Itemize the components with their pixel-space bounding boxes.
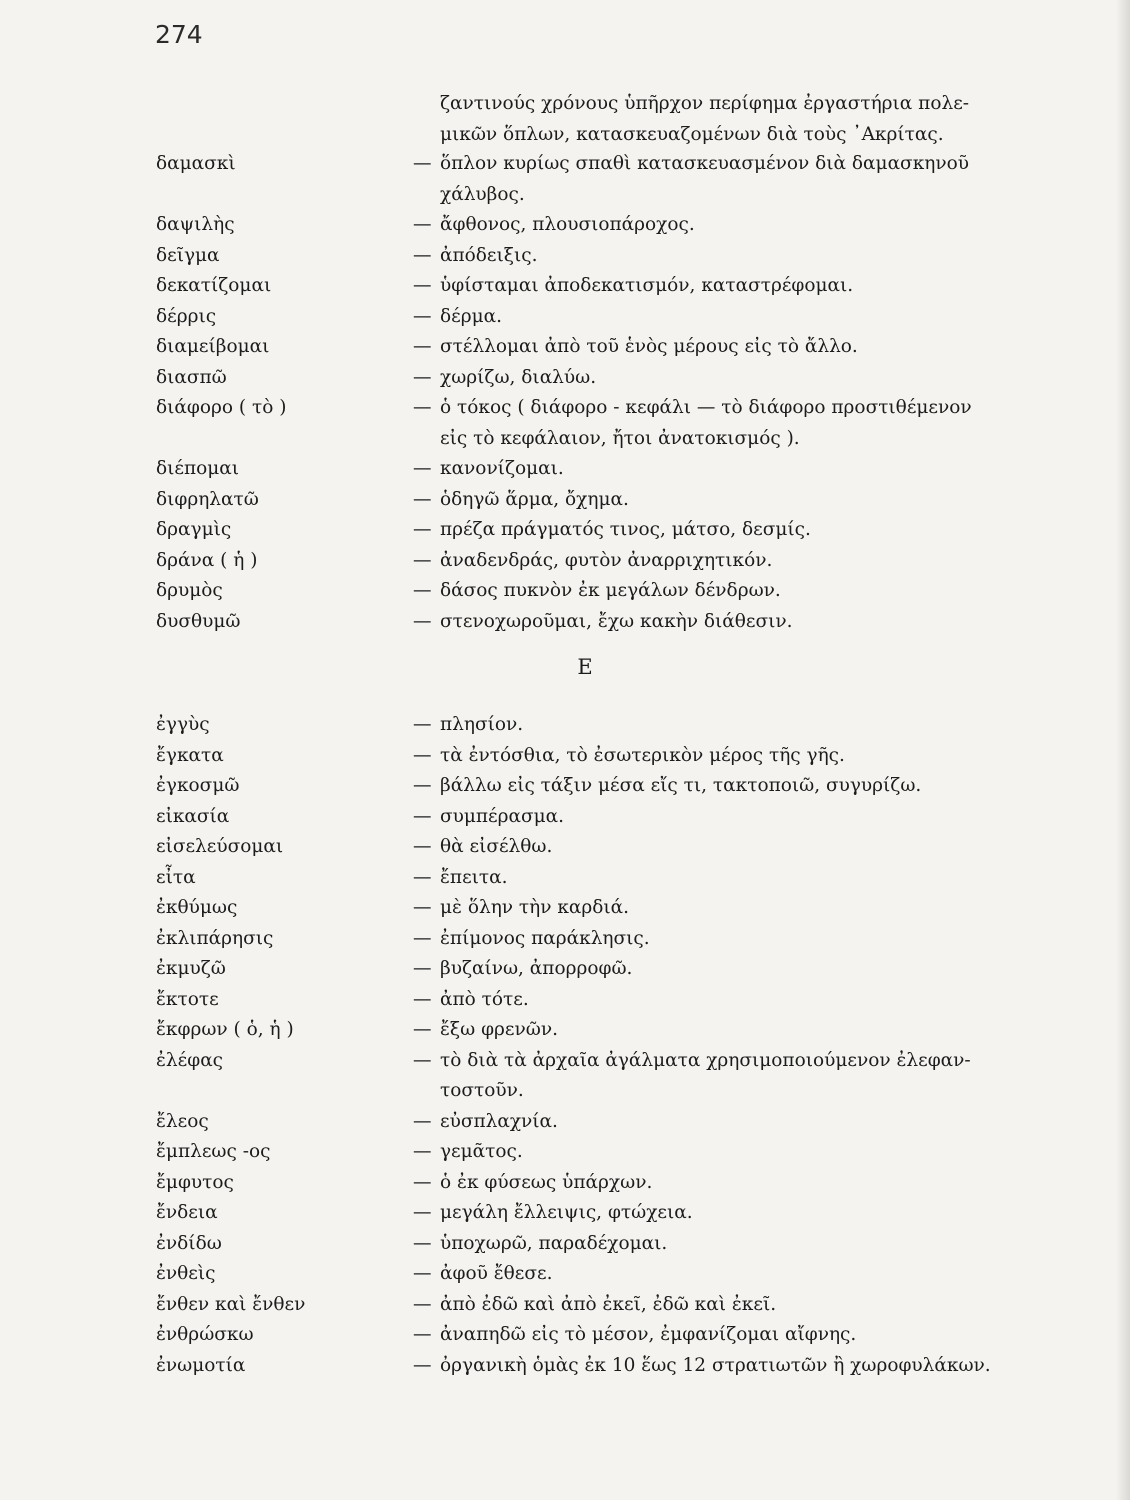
em-dash: — — [413, 927, 432, 949]
entry-definition — [413, 576, 1038, 607]
intro-line: μικῶν ὅπλων, κατασκευαζομένων διὰ τοὺς ᾿Ακρίτας. — [440, 123, 944, 145]
glossary-entry — [0, 393, 1130, 454]
entry-term: ἔμφυτος — [156, 1171, 234, 1193]
glossary-entry — [0, 1137, 1130, 1168]
entry-definition — [413, 332, 1038, 363]
em-dash: — — [413, 244, 432, 266]
definition-continuation: εἰς τὸ κεφάλαιον, ἤτοι ἀνατοκισμός ). — [440, 427, 800, 449]
em-dash: — — [413, 336, 432, 357]
definition-text: ἔξω φρενῶν. — [440, 1019, 558, 1040]
entry-definition — [413, 363, 1038, 394]
entry-term: ἐνδίδω — [156, 1232, 222, 1254]
entry-term: διάφορο ( τὸ ) — [156, 397, 287, 418]
page-edge-shadow — [1116, 0, 1130, 1500]
entry-definition — [413, 1259, 1038, 1290]
entry-term: ἔκφρων ( ὁ, ἡ ) — [156, 1019, 294, 1040]
entry-term: ἔνθεν καὶ ἔνθεν — [156, 1293, 306, 1315]
glossary-entry — [0, 576, 1130, 607]
definition-text: ἀφοῦ ἔθεσε. — [440, 1263, 553, 1284]
definition-text: βάλλω εἰς τάξιν μέσα εἴς τι, τακτοποιῶ, συγυρίζω. — [440, 775, 922, 796]
glossary-entry — [0, 741, 1130, 772]
definition-text: ἀναπηδῶ εἰς τὸ μέσον, ἐμφανίζομαι αἴφνης. — [440, 1324, 857, 1345]
em-dash: — — [413, 153, 432, 174]
em-dash: — — [413, 305, 432, 327]
em-dash: — — [413, 1324, 432, 1345]
entry-definition — [413, 1168, 1038, 1199]
glossary-entry — [0, 1015, 1130, 1046]
definition-continuation: χάλυβος. — [440, 183, 525, 205]
definition-text: δέρμα. — [440, 305, 502, 327]
entry-term: δαψιλὴς — [156, 214, 235, 235]
glossary-entry — [0, 515, 1130, 546]
entries-delta — [0, 149, 1130, 637]
glossary-entry — [0, 241, 1130, 272]
entry-definition — [413, 485, 1038, 516]
definition-text: δάσος πυκνὸν ἐκ μεγάλων δένδρων. — [440, 580, 781, 601]
entry-term: ἐλέφας — [156, 1049, 224, 1071]
glossary-entry — [0, 1046, 1130, 1107]
definition-text: ἔπειτα. — [440, 866, 508, 888]
definition-text: συμπέρασμα. — [440, 805, 565, 827]
em-dash: — — [413, 1019, 432, 1040]
glossary-entry — [0, 607, 1130, 638]
entry-definition — [413, 393, 1038, 454]
entry-definition — [413, 607, 1038, 638]
em-dash: — — [413, 866, 432, 888]
definition-text: μὲ ὅλην τὴν καρδιά. — [440, 897, 630, 918]
em-dash: — — [413, 1202, 432, 1223]
entry-term: ἐγγὺς — [156, 714, 210, 735]
definition-text: ὑποχωρῶ, παραδέχομαι. — [440, 1232, 668, 1254]
em-dash: — — [413, 744, 432, 766]
em-dash: — — [413, 1110, 432, 1132]
definition-text: ὀργανικὴ ὁμὰς ἐκ 10 ἕως 12 στρατιωτῶν ἢ χωροφυλάκων. — [440, 1354, 991, 1376]
entry-term: διασπῶ — [156, 366, 227, 388]
em-dash: — — [413, 214, 432, 235]
entry-definition — [413, 1015, 1038, 1046]
entry-term: ἐκλιπάρησις — [156, 927, 274, 949]
entry-term: ἔμπλεως -ος — [156, 1141, 271, 1162]
entry-definition — [413, 863, 1038, 894]
glossary-entry — [0, 1320, 1130, 1351]
entry-definition — [413, 149, 1038, 210]
em-dash: — — [413, 775, 432, 796]
entry-term: ἔκτοτε — [156, 988, 219, 1010]
glossary-entry — [0, 893, 1130, 924]
entry-definition — [413, 802, 1038, 833]
glossary-entry — [0, 1107, 1130, 1138]
intro-line: ζαντινούς χρόνους ὑπῆρχον περίφημα ἐργαστήρια πολε- — [440, 93, 970, 114]
entry-definition — [413, 302, 1038, 333]
entry-definition — [413, 1320, 1038, 1351]
definition-text: στενοχωροῦμαι, ἔχω κακὴν διάθεσιν. — [440, 610, 793, 632]
definition-text: ὅπλον κυρίως σπαθὶ κατασκευασμένον διὰ δαμασκηνοῦ — [440, 153, 969, 174]
definition-text: πρέζα πράγματός τινος, μάτσο, δεσμίς. — [440, 519, 811, 540]
em-dash: — — [413, 805, 432, 827]
entry-term: δραγμὶς — [156, 519, 232, 540]
entry-term: δαμασκὶ — [156, 153, 236, 174]
em-dash: — — [413, 714, 432, 735]
entry-term: δεκατίζομαι — [156, 275, 272, 296]
em-dash: — — [413, 897, 432, 918]
glossary-entry — [0, 954, 1130, 985]
entry-term: ἔλεος — [156, 1110, 209, 1132]
definition-text: ἀπόδειξις. — [440, 244, 538, 266]
definition-text: θὰ εἰσέλθω. — [440, 836, 553, 857]
entry-definition — [413, 1107, 1038, 1138]
em-dash: — — [413, 580, 432, 601]
glossary-entry — [0, 546, 1130, 577]
entry-definition — [413, 741, 1038, 772]
entry-term: διέπομαι — [156, 458, 240, 479]
entry-term: δράνα ( ἡ ) — [156, 549, 258, 571]
definition-text: ἄφθονος, πλουσιοπάροχος. — [440, 214, 695, 235]
definition-text: ὁ τόκος ( διάφορο - κεφάλι — τὸ διάφορο προστιθέμενον — [440, 397, 972, 418]
definition-text: ἐπίμονος παράκλησις. — [440, 927, 650, 949]
glossary-entry — [0, 210, 1130, 241]
definition-text: ὁ ἐκ φύσεως ὑπάρχων. — [440, 1171, 653, 1193]
entry-term: διφρηλατῶ — [156, 488, 259, 510]
section-letter: Ε — [577, 655, 593, 679]
glossary-entry — [0, 771, 1130, 802]
glossary-entry — [0, 1168, 1130, 1199]
entry-definition — [413, 454, 1038, 485]
entry-term: δυσθυμῶ — [156, 610, 241, 632]
entry-term: δρυμὸς — [156, 580, 223, 601]
glossary-entry — [0, 149, 1130, 210]
glossary-entry — [0, 985, 1130, 1016]
em-dash: — — [413, 366, 432, 388]
em-dash: — — [413, 275, 432, 296]
definition-text: ἀπὸ ἐδῶ καὶ ἀπὸ ἐκεῖ, ἐδῶ καὶ ἐκεῖ. — [440, 1293, 777, 1315]
entry-term: ἔνδεια — [156, 1202, 218, 1223]
em-dash: — — [413, 958, 432, 979]
glossary-entry — [0, 271, 1130, 302]
glossary-entry — [0, 1229, 1130, 1260]
em-dash: — — [413, 610, 432, 632]
glossary-entry — [0, 710, 1130, 741]
entry-definition — [413, 241, 1038, 272]
glossary-entry — [0, 924, 1130, 955]
entry-definition — [413, 271, 1038, 302]
entry-term: ἐγκοσμῶ — [156, 775, 240, 796]
entry-definition — [413, 985, 1038, 1016]
glossary-entry — [0, 485, 1130, 516]
entry-term: ἐνωμοτία — [156, 1354, 246, 1376]
em-dash: — — [413, 519, 432, 540]
em-dash: — — [413, 1263, 432, 1284]
definition-text: εὐσπλαχνία. — [440, 1110, 558, 1132]
glossary-entry — [0, 1290, 1130, 1321]
definition-text: πλησίον. — [440, 714, 524, 735]
definition-text: κανονίζομαι. — [440, 458, 564, 479]
definition-text: μεγάλη ἔλλειψις, φτώχεια. — [440, 1202, 693, 1223]
entry-term: δέρρις — [156, 305, 217, 327]
em-dash: — — [413, 1293, 432, 1315]
entry-definition — [413, 1290, 1038, 1321]
entry-term: εἰσελεύσομαι — [156, 836, 284, 857]
entries-epsilon — [0, 710, 1130, 1381]
em-dash: — — [413, 1232, 432, 1254]
entry-definition — [413, 515, 1038, 546]
em-dash: — — [413, 488, 432, 510]
definition-text: ἀπὸ τότε. — [440, 988, 529, 1010]
definition-text: ἀναδενδράς, φυτὸν ἀναρριχητικόν. — [440, 549, 773, 571]
entry-definition — [413, 924, 1038, 955]
entry-term: ἐνθρώσκω — [156, 1324, 254, 1345]
entry-term: εἰκασία — [156, 805, 230, 827]
em-dash: — — [413, 836, 432, 857]
entry-definition — [413, 710, 1038, 741]
em-dash: — — [413, 549, 432, 571]
definition-text: βυζαίνω, ἀπορροφῶ. — [440, 958, 633, 979]
entry-definition — [413, 832, 1038, 863]
entry-definition — [413, 546, 1038, 577]
definition-text: στέλλομαι ἀπὸ τοῦ ἑνὸς μέρους εἰς τὸ ἄλλο. — [440, 336, 858, 357]
entry-definition — [413, 1198, 1038, 1229]
entry-term: ἐκμυζῶ — [156, 958, 226, 979]
definition-text: τὸ διὰ τὰ ἀρχαῖα ἀγάλματα χρησιμοποιούμενον ἐλεφαν- — [440, 1049, 971, 1071]
entry-definition — [413, 1137, 1038, 1168]
entry-definition — [413, 893, 1038, 924]
entry-term: εἶτα — [156, 866, 196, 888]
em-dash: — — [413, 1141, 432, 1162]
page-number: 274 — [155, 20, 203, 49]
entry-definition — [413, 1351, 1038, 1382]
glossary-entry — [0, 454, 1130, 485]
entry-term: ἐκθύμως — [156, 897, 238, 918]
glossary-entry — [0, 332, 1130, 363]
em-dash: — — [413, 1171, 432, 1193]
entry-definition — [413, 1229, 1038, 1260]
glossary-entry — [0, 1351, 1130, 1382]
glossary-entry — [0, 1259, 1130, 1290]
definition-continuation: τοστοῦν. — [440, 1080, 524, 1101]
definition-text: τὰ ἐντόσθια, τὸ ἐσωτερικὸν μέρος τῆς γῆς. — [440, 744, 845, 766]
definition-text: γεμᾶτος. — [440, 1141, 523, 1162]
em-dash: — — [413, 988, 432, 1010]
glossary-entry — [0, 363, 1130, 394]
entry-term: διαμείβομαι — [156, 336, 270, 357]
entry-term: ἔγκατα — [156, 744, 224, 766]
intro-continuation — [440, 89, 1040, 150]
entry-definition — [413, 771, 1038, 802]
em-dash: — — [413, 1354, 432, 1376]
glossary-entry — [0, 802, 1130, 833]
entry-term: δεῖγμα — [156, 244, 220, 266]
definition-text: χωρίζω, διαλύω. — [440, 366, 597, 388]
entry-definition — [413, 210, 1038, 241]
entry-definition — [413, 954, 1038, 985]
em-dash: — — [413, 397, 432, 418]
entry-definition — [413, 1046, 1038, 1107]
glossary-entry — [0, 1198, 1130, 1229]
definition-text: ὑφίσταμαι ἀποδεκατισμόν, καταστρέφομαι. — [440, 275, 854, 296]
em-dash: — — [413, 1049, 432, 1071]
definition-text: ὁδηγῶ ἅρμα, ὄχημα. — [440, 488, 629, 510]
glossary-entry — [0, 832, 1130, 863]
glossary-entry — [0, 863, 1130, 894]
glossary-entry — [0, 302, 1130, 333]
entry-term: ἐνθεὶς — [156, 1263, 216, 1284]
em-dash: — — [413, 458, 432, 479]
